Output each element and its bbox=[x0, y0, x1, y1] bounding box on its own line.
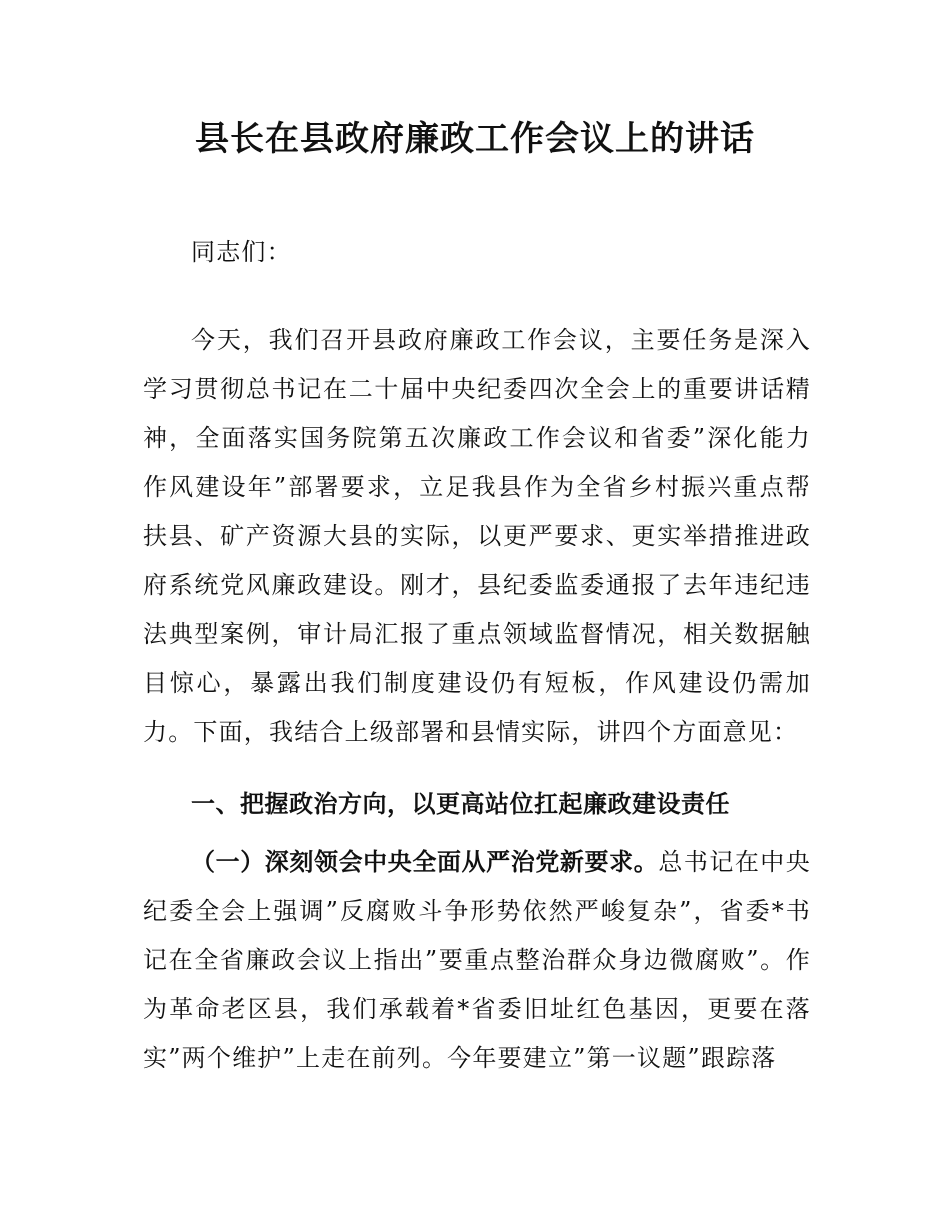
salutation: 同志们： bbox=[191, 238, 292, 266]
document-title: 县长在县政府廉政工作会议上的讲话 bbox=[195, 119, 755, 159]
section-heading-1: 一、把握政治方向，以更高站位扛起廉政建设责任 bbox=[191, 790, 730, 818]
intro-paragraph: 今天，我们召开县政府廉政工作会议，主要任务是深入学习贯彻总书记在二十届中央纪委四次全会上的重要讲话精神，全面落实国务院第五次廉政工作会议和省委”深化能力作风建设年”部署要求，立足我县作为全省乡村振兴重点帮扶县、矿产资源大县的实际，以更严要求、更实举措推进政府系统党风廉政建设。刚才，县纪委监委通报了去年违纪违法典型案例，审计局汇报了重点领域监督情况，相关数据触目惊心，暴露出我们制度建设仍有短板，作风建设仍需加力。下面，我结合上级部署和县情实际，讲四个方面意见： bbox=[143, 326, 811, 746]
subsection-paragraph-1 bbox=[143, 838, 811, 1083]
subsection-heading-1: （一）深刻领会中央全面从严治党新要求。 bbox=[191, 848, 659, 876]
subsection-body-1: 总书记在中央纪委全会上强调”反腐败斗争形势依然严峻复杂”，省委*书记在全省廉政会议上指出”要重点整治群众身边微腐败”。作为革命老区县，我们承载着*省委旧址红色基因，更要在落实”两个维护”上走在前列。今年要建立”第一议题”跟踪落 bbox=[143, 848, 812, 1072]
